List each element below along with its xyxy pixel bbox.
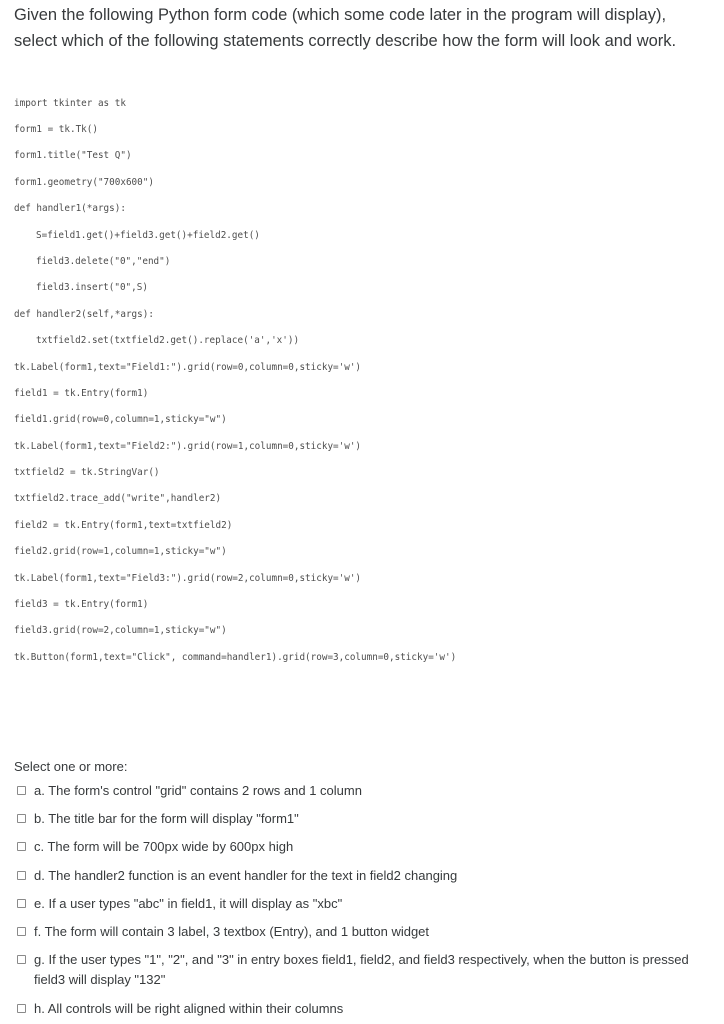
code-line: tk.Button(form1,text="Click", command=handler1).grid(row=3,column=0,sticky='w')	[14, 652, 457, 663]
code-line: field2 = tk.Entry(form1,text=txtfield2)	[14, 520, 233, 531]
code-line: tk.Label(form1,text="Field3:").grid(row=2,column=0,sticky='w')	[14, 573, 362, 584]
checkbox-e[interactable]	[17, 899, 26, 908]
option-f-label: f. The form will contain 3 label, 3 textbox (Entry), and 1 button widget	[34, 924, 430, 939]
code-line: S=field1.get()+field3.get()+field2.get()	[36, 230, 260, 241]
option-a-label: a. The form's control "grid" contains 2 rows and 1 column	[34, 783, 362, 798]
option-b[interactable]	[17, 809, 697, 829]
code-line: tk.Label(form1,text="Field2:").grid(row=1,column=0,sticky='w')	[14, 441, 362, 452]
code-line: form1.title("Test Q")	[14, 150, 132, 161]
code-line: def handler2(self,*args):	[14, 309, 154, 320]
select-prompt: Select one or more:	[14, 759, 128, 774]
option-b-label: b. The title bar for the form will display "form1"	[34, 811, 299, 826]
option-f[interactable]	[17, 922, 697, 942]
option-d-label: d. The handler2 function is an event handler for the text in field2 changing	[34, 868, 458, 883]
code-line: form1.geometry("700x600")	[14, 177, 154, 188]
option-d[interactable]	[17, 866, 697, 886]
option-h-label: h. All controls will be right aligned within their columns	[34, 1001, 344, 1016]
option-g[interactable]	[17, 950, 697, 990]
checkbox-a[interactable]	[17, 786, 26, 795]
checkbox-f[interactable]	[17, 927, 26, 936]
code-line: field1.grid(row=0,column=1,sticky="w")	[14, 414, 227, 425]
code-line: txtfield2.trace_add("write",handler2)	[14, 493, 222, 504]
checkbox-h[interactable]	[17, 1004, 26, 1013]
checkbox-d[interactable]	[17, 871, 26, 880]
option-c[interactable]	[17, 837, 697, 857]
code-line: field3 = tk.Entry(form1)	[14, 599, 149, 610]
question-text: Given the following Python form code (which some code later in the program will display), select which of the following statements correctly describe how the form will look and work.	[14, 6, 677, 50]
code-line: form1 = tk.Tk()	[14, 124, 98, 135]
code-line: def handler1(*args):	[14, 203, 126, 214]
checkbox-g[interactable]	[17, 955, 26, 964]
code-line: tk.Label(form1,text="Field1:").grid(row=0,column=0,sticky='w')	[14, 362, 362, 373]
option-e-label: e. If a user types "abc" in field1, it will display as "xbc"	[34, 896, 343, 911]
code-line: txtfield2 = tk.StringVar()	[14, 467, 160, 478]
code-line: field1 = tk.Entry(form1)	[14, 388, 149, 399]
code-line: field3.insert("0",S)	[36, 282, 148, 293]
code-line: import tkinter as tk	[14, 98, 126, 109]
option-h[interactable]	[17, 999, 697, 1019]
code-line: field3.delete("0","end")	[36, 256, 171, 267]
code-line: field2.grid(row=1,column=1,sticky="w")	[14, 546, 227, 557]
option-c-label: c. The form will be 700px wide by 600px high	[34, 839, 294, 854]
checkbox-c[interactable]	[17, 842, 26, 851]
checkbox-b[interactable]	[17, 814, 26, 823]
option-g-label: g. If the user types "1", "2", and "3" in entry boxes field1, field2, and field3 respectively, when the button is pressed field3 will display "132"	[34, 952, 689, 987]
code-line: field3.grid(row=2,column=1,sticky="w")	[14, 625, 227, 636]
code-line: txtfield2.set(txtfield2.get().replace('a','x'))	[36, 335, 300, 346]
option-a[interactable]	[17, 781, 697, 801]
option-e[interactable]	[17, 894, 697, 914]
